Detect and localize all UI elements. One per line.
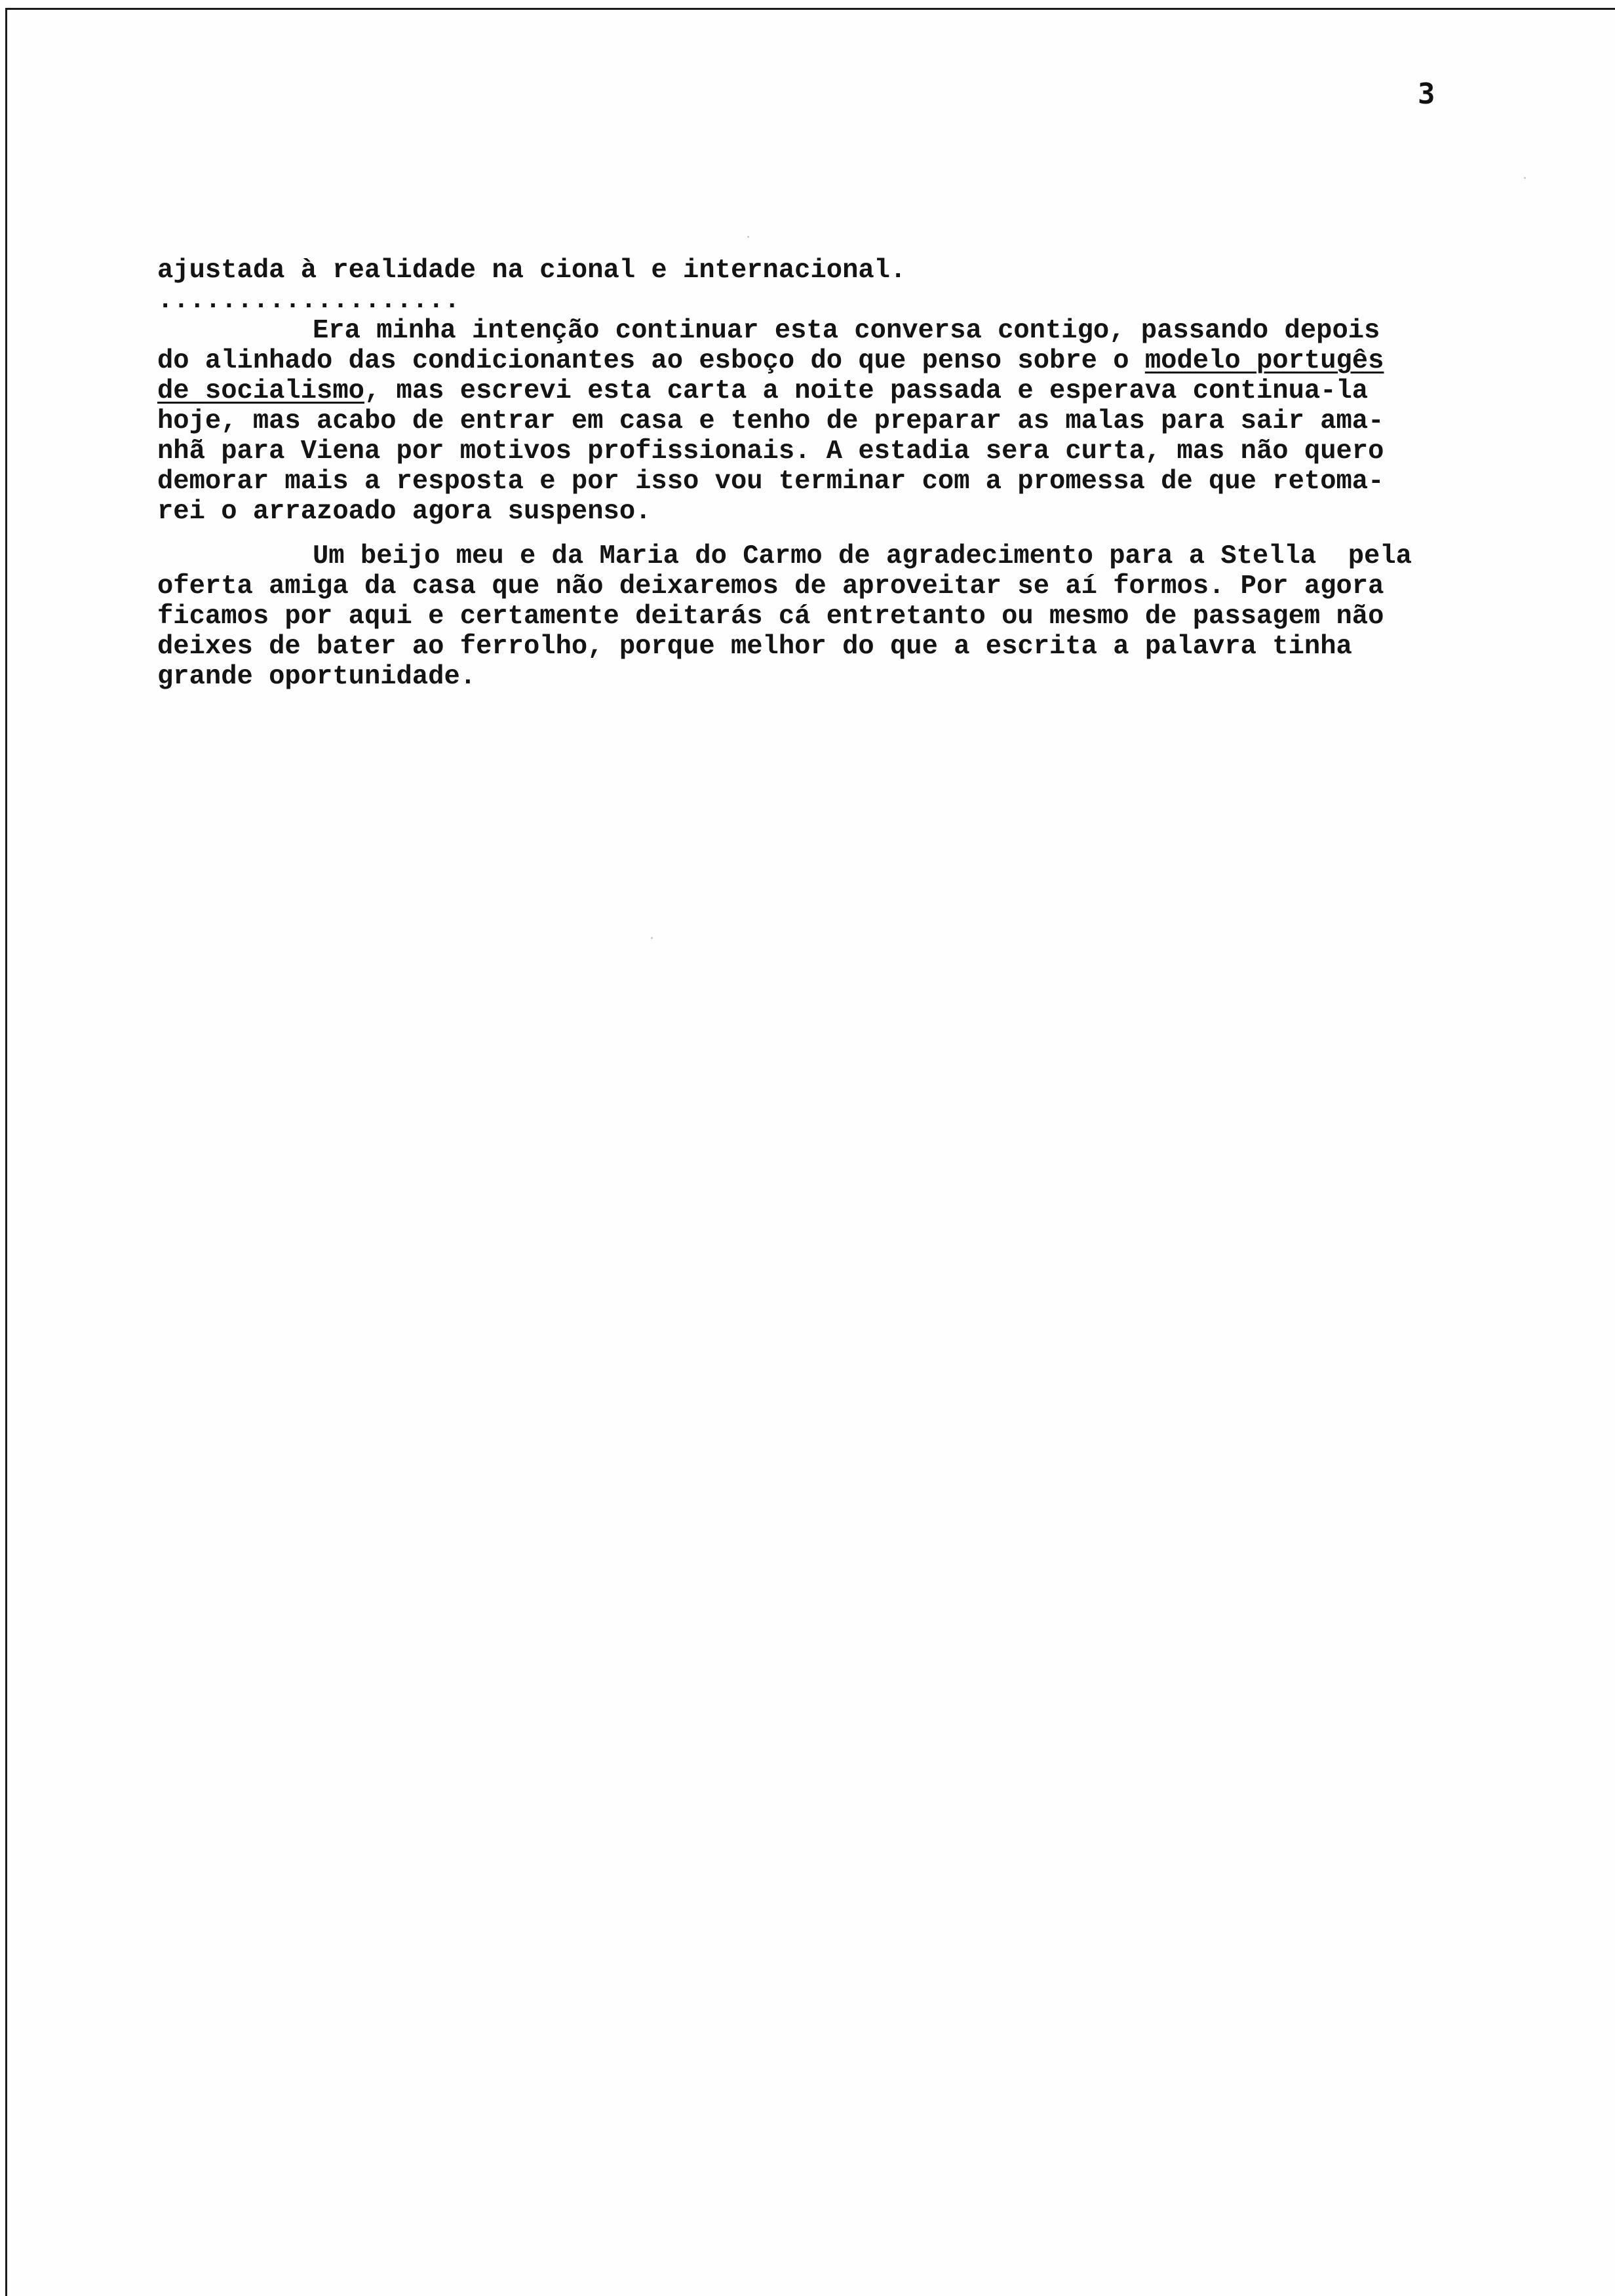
scan-edge-left [5, 8, 7, 2296]
text-line: rei o arrazoado agora suspenso. [157, 497, 652, 527]
paragraph-gap [157, 527, 1508, 541]
text-line: demorar mais a resposta e por isso vou terminar com a promessa de que retoma- [157, 467, 1384, 497]
letter-body [157, 256, 1508, 692]
text-line: nhã para Viena por motivos profissionais. A estadia sera curta, mas não quero [157, 436, 1384, 467]
text-line: do alinhado das condicionantes ao esboço do que penso sobre o modelo portugês [157, 346, 1384, 376]
scan-speck [747, 236, 749, 238]
paragraph-1 [157, 316, 1508, 527]
text-line: ajustada à realidade na cional e internacional. [157, 256, 906, 286]
underlined-phrase: de socialismo [157, 376, 364, 406]
underlined-phrase: modelo portugês [1144, 346, 1384, 376]
text-line: de socialismo, mas escrevi esta carta a noite passada e esperava continua-la [157, 376, 1369, 406]
text-line: grande oportunidade. [157, 662, 477, 692]
text-line: deixes de bater ao ferrolho, porque melhor do que a escrita a palavra tinha [157, 632, 1352, 662]
paragraph-2 [157, 541, 1508, 692]
text-line: oferta amiga da casa que não deixaremos de aproveitar se aí formos. Por agora [157, 571, 1384, 602]
text-line: hoje, mas acabo de entrar em casa e tenho de preparar as malas para sair ama- [157, 406, 1384, 436]
scan-speck [1524, 177, 1526, 179]
scan-speck [651, 937, 653, 939]
page-number: 3 [1418, 77, 1435, 111]
ellipsis-line: ................... [157, 286, 460, 316]
scan-edge-top [5, 8, 1615, 10]
text-line: Era minha intenção continuar esta conversa contigo, passando depois [313, 316, 1380, 346]
text-line: Um beijo meu e da Maria do Carmo de agradecimento para a Stella pela [313, 541, 1412, 571]
text-line: ficamos por aqui e certamente deitarás cá entretanto ou mesmo de passagem não [157, 602, 1384, 632]
